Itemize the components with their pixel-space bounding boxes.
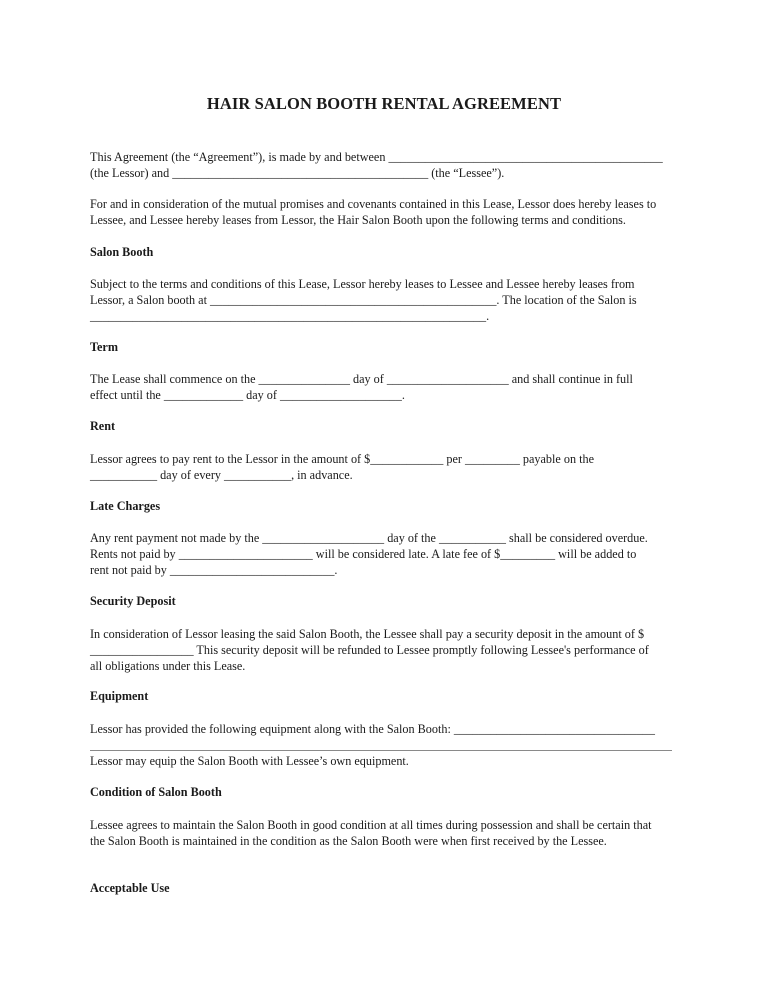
term-heading: Term: [90, 340, 118, 354]
security-deposit-line-3: all obligations under this Lease.: [90, 659, 246, 673]
late-charges-line-2: Rents not paid by ______________________ will be considered late. A late fee of $_________ will be added to: [90, 547, 637, 561]
rent-line-1: Lessor agrees to pay rent to the Lessor in the amount of $____________ per _________ payable on the: [90, 452, 594, 466]
salon-booth-line-3: _________________________________________________________________.: [90, 309, 490, 323]
security-deposit-line-2: _________________ This security deposit will be refunded to Lessee promptly following Lessee's performance of: [90, 643, 649, 657]
late-charges-line-3: rent not paid by ___________________________.: [90, 563, 338, 577]
security-deposit-line-1: In consideration of Lessor leasing the said Salon Booth, the Lessee shall pay a security deposit in the amount of $: [90, 627, 645, 641]
equipment-line-1: Lessor has provided the following equipment along with the Salon Booth: _________________________________: [90, 722, 655, 736]
consideration-line-1: For and in consideration of the mutual promises and covenants contained in this Lease, Lessor does hereby leases to: [90, 197, 657, 211]
rent-heading: Rent: [90, 419, 116, 433]
intro-line-2: (the Lessor) and __________________________________________ (the “Lessee”).: [90, 166, 505, 180]
salon-booth-line-1: Subject to the terms and conditions of this Lease, Lessor hereby leases to Lessee and Lessee hereby leases from: [90, 277, 635, 291]
term-line-1: The Lease shall commence on the _______________ day of ____________________ and shall continue in full: [90, 372, 633, 386]
condition-line-2: the Salon Booth is maintained in the condition as the Salon Booth were when first received by the Lessee.: [90, 834, 607, 848]
late-charges-line-1: Any rent payment not made by the ____________________ day of the ___________ shall be considered overdue.: [90, 531, 648, 545]
consideration-line-2: Lessee, and Lessee hereby leases from Lessor, the Hair Salon Booth upon the following terms and conditions.: [90, 213, 626, 227]
term-line-2: effect until the _____________ day of ____________________.: [90, 388, 405, 402]
intro-line-1: This Agreement (the “Agreement”), is made by and between _____________________________________________: [90, 150, 663, 164]
security-deposit-heading: Security Deposit: [90, 594, 176, 608]
equipment-line-3: Lessor may equip the Salon Booth with Lessee’s own equipment.: [90, 754, 409, 768]
document-title: HAIR SALON BOOTH RENTAL AGREEMENT: [206, 94, 562, 113]
salon-booth-heading: Salon Booth: [90, 245, 154, 259]
salon-booth-line-2: Lessor, a Salon booth at _______________________________________________. The location of the Salon is: [90, 293, 637, 307]
equipment-heading: Equipment: [90, 689, 149, 703]
acceptable-use-heading: Acceptable Use: [90, 881, 170, 895]
late-charges-heading: Late Charges: [90, 499, 161, 513]
rent-line-2: ___________ day of every ___________, in advance.: [90, 468, 353, 482]
equipment-blank-rule: [90, 750, 672, 751]
condition-line-1: Lessee agrees to maintain the Salon Booth in good condition at all times during possession and shall be certain that: [90, 818, 652, 832]
condition-heading: Condition of Salon Booth: [90, 785, 222, 799]
